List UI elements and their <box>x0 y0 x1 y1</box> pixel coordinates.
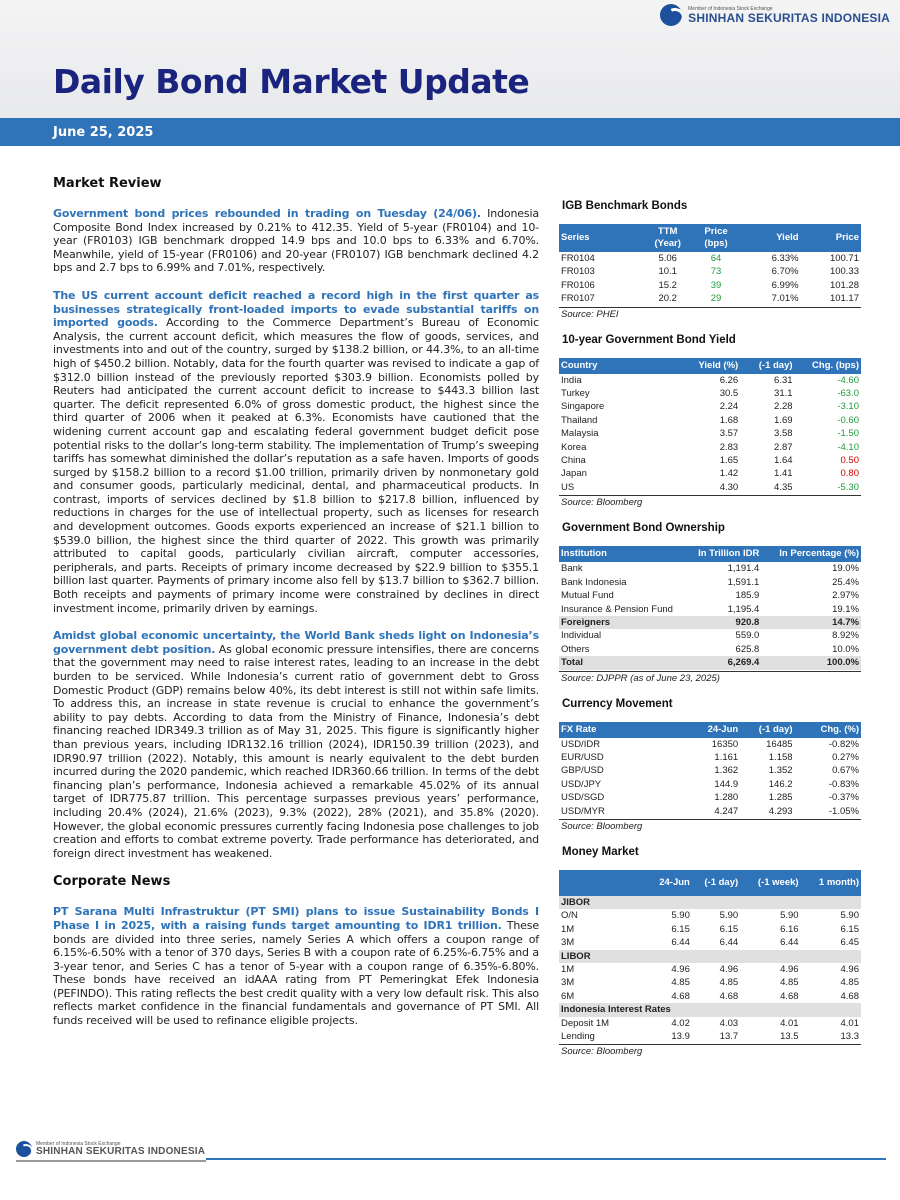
table-cell: 4.01 <box>840 1017 859 1029</box>
table-cell: 4.30 <box>719 481 739 493</box>
table-cell: Foreigners <box>559 616 680 629</box>
table-cell: 14.7% <box>761 616 861 629</box>
corporate-news-heading: Corporate News <box>53 874 171 890</box>
table-cell: 4.85 <box>719 977 739 989</box>
currency-table-title: Currency Movement <box>562 697 673 710</box>
corporate-news-paragraph <box>53 905 539 1027</box>
table-cell: 6.44 <box>671 937 690 949</box>
table-row <box>559 454 861 467</box>
logo-name: SHINHAN SEKURITAS INDONESIA <box>36 1145 206 1157</box>
table-cell: 4.247 <box>714 805 739 817</box>
table-cell: 64 <box>710 253 722 264</box>
table-source: Source: Bloomberg <box>559 495 861 508</box>
column-header: Country <box>561 359 598 371</box>
table-cell: 2.24 <box>719 401 739 413</box>
table-row <box>559 656 861 669</box>
shinhan-logo-icon <box>660 4 682 26</box>
table-cell: 4.96 <box>719 964 739 975</box>
table-cell: USD/MYR <box>561 805 605 817</box>
table-cell: 920.8 <box>680 616 762 629</box>
table-row <box>559 909 861 922</box>
table-cell: Total <box>559 656 680 669</box>
table-cell: -1.50 <box>837 428 859 440</box>
ownership-table <box>559 546 861 669</box>
table-cell: 6.45 <box>840 937 859 949</box>
table-cell: 1.158 <box>768 751 793 763</box>
table-cell: 100.0% <box>761 656 861 669</box>
table-row <box>559 252 861 265</box>
table-cell: 6.31 <box>774 374 793 386</box>
table-cell: FR0103 <box>561 266 595 278</box>
table-cell: Malaysia <box>561 428 599 440</box>
table-cell: 8.92% <box>832 630 859 642</box>
table-cell: 4.35 <box>774 481 793 493</box>
table-cell: 6.33% <box>771 253 799 264</box>
paragraph-body: As global economic pressure intensifies, there are concerns that the government may need to raise interest rates, leading to an increase in the debt burden to be serviced. While Indonesia’s current ratio of government debt to Gross Domestic Product (GDP) remains below 40%, its debt interest is still not within safe limits. To address this, an increase in state revenue is crucial to enhance the government’s ability to pay debts. According to data from the Ministry of Finance, Indonesia’s debt financing reached IDR349.3 trillion as of May 31, 2025. This figure is significantly higher than previous years, including IDR132.16 trillion (2024), IDR150.39 trillion (2023), and IDR90.97 trillion (2022). Notably, this amount is nearly equivalent to the debt burden incurred during the 2020 pandemic, which reached IDR360.66 trillion. In terms of the debt financing plan’s performance, Indonesia achieved a remarkable 45.02% of its annual target of IDR775.87 trillion. This percentage surpasses previous years’ performance, including 20.4% (2024), 21.6% (2023), 9.3% (2022), 28% (2021), and 35.8% (2020). However, the global economic pressures currently facing Indonesia pose challenges to job creation and efforts to combat extreme poverty. Trade performance has deteriorated, and foreign direct investment has weakened. <box>53 642 539 860</box>
table-row <box>559 805 861 818</box>
table-cell: 146.2 <box>768 778 793 790</box>
table-cell: 4.85 <box>671 977 690 989</box>
table-cell: 1.41 <box>774 468 793 480</box>
table-cell: 1M <box>561 964 575 975</box>
table-cell: 31.1 <box>774 388 793 400</box>
table-row <box>559 576 861 589</box>
table-cell: Others <box>561 643 590 655</box>
paragraph-lead: Amidst global economic uncertainty, the World Bank sheds light on Indonesia’s government debt position. <box>53 629 539 656</box>
paragraph-lead: The US current account deficit reached a record high in the first quarter as businesses strategically front-loaded imports to evade substantial tariffs on imported goods. <box>53 288 539 330</box>
table-cell: 185.9 <box>735 590 760 602</box>
table-cell: 625.8 <box>735 643 760 655</box>
logo-name: SHINHAN SEKURITAS INDONESIA <box>688 10 890 25</box>
table-row <box>559 616 861 629</box>
group-label: Indonesia Interest Rates <box>559 1003 861 1016</box>
column-header: Price (bps) <box>704 226 728 249</box>
column-header <box>559 870 644 896</box>
money-market-block <box>559 846 861 1057</box>
table-cell: 4.96 <box>840 964 859 975</box>
table-cell: 3M <box>561 937 575 949</box>
table-cell: 6.70% <box>771 266 799 278</box>
table-cell: 6.99% <box>771 279 799 291</box>
date-bar <box>0 118 900 146</box>
table-cell: 2.87 <box>774 441 793 453</box>
column-header: Series <box>561 232 590 243</box>
column-header: Yield (%) <box>698 359 739 371</box>
table-cell: 1,591.1 <box>727 576 760 588</box>
table-cell: 2.97% <box>832 590 859 602</box>
table-cell: 4.02 <box>671 1017 690 1029</box>
table-cell: 1.65 <box>719 455 739 467</box>
table-cell: 25.4% <box>832 576 859 588</box>
table-cell: 6.15 <box>719 923 739 935</box>
table-cell: 4.293 <box>768 805 793 817</box>
table-cell: 1.161 <box>714 751 739 763</box>
table-cell: 1M <box>561 923 575 935</box>
currency-block <box>559 698 861 832</box>
table-row <box>559 764 861 777</box>
table-cell: 4.68 <box>840 990 859 1002</box>
table-row <box>559 751 861 764</box>
table-cell: 10.1 <box>658 266 677 278</box>
table-cell: 4.03 <box>719 1017 739 1029</box>
table-row <box>559 441 861 454</box>
table-row <box>559 414 861 427</box>
table-cell: 2.28 <box>774 401 793 413</box>
table-cell: 101.17 <box>829 293 859 305</box>
column-header: (-1 day) <box>758 723 793 735</box>
money-table-title: Money Market <box>562 845 639 858</box>
table-cell: -0.37% <box>828 792 859 804</box>
table-cell: 5.90 <box>780 910 799 922</box>
column-header: FX Rate <box>561 723 597 735</box>
table-cell: 0.80 <box>840 468 859 480</box>
paragraph-lead: PT Sarana Multi Infrastruktur (PT SMI) plans to issue Sustainability Bonds I Phase I in 2025, with a raising funds target amounting to IDR1 trillion. <box>53 905 539 932</box>
table-cell: 39 <box>710 279 722 291</box>
table-cell: 6,269.4 <box>680 656 762 669</box>
table-row <box>559 265 861 278</box>
table-cell: Deposit 1M <box>561 1017 610 1029</box>
logo-tagline: Member of Indonesia Stock Exchange <box>36 1140 121 1147</box>
paragraph-body: According to the Commerce Department’s Bureau of Economic Analysis, the current account deficit, which measures the flow of goods, services, and investments into and out of the country, surged by $138.2 billion, or 44.3%, to an all-time high of $450.2 billion. Notably, data for the fourth quarter was revised to indicate a gap of $312.0 billion instead of the previously reported $303.9 billion. Economists polled by Reuters had anticipated the current account deficit to increase to $443.3 billion last quarter. The deficit represented 6.0% of gross domestic product, the highest since the third quarter of 2006 when it peaked at 6.3%. Economists have cautioned that the widening current account gap and escalating federal government budget deficit pose potential risks to the dollar’s long-term stability. The implementation of Trump’s sweeping tariffs has somewhat diminished the dollar’s reputation as a safe haven. Imports of goods surged by $158.2 billion to a record $1.00 trillion, primarily driven by nonmonetary gold and consumer goods, particularly medicinal, dental, and pharmaceutical products. In contrast, imports of services declined by $1.8 billion to $217.8 billion, influenced by reductions in charges for the use of intellectual property, such as licenses for research and development outcomes. Goods exports experienced an increase of $21.1 billion to $539.0 billion, the highest since the third quarter of 2022. This growth was primarily attributed to capital goods, particularly civilian aircraft, computer accessories, peripherals, and parts. Receipts of primary income decreased by $22.9 billion to $355.1 billion last quarter. Payments of primary income also fell by $13.7 billion to $362.7 billion. Both receipts and payments of primary income were constrained by declines in direct investment income, primarily driven by earnings. <box>53 316 539 615</box>
table-cell: 30.5 <box>719 388 739 400</box>
table-cell: US <box>561 481 575 493</box>
table-cell: -63.0 <box>837 388 859 400</box>
table-cell: 1.285 <box>768 792 793 804</box>
table-cell: 4.68 <box>671 990 690 1002</box>
market-review-paragraph-2 <box>53 289 539 615</box>
column-header: (-1 week) <box>757 876 799 888</box>
table-cell: 19.1% <box>832 603 859 615</box>
page-title: Daily Bond Market Update <box>53 62 530 101</box>
table-cell: 4.01 <box>780 1017 799 1029</box>
table-group-row <box>559 1003 861 1016</box>
paragraph-body: Indonesia Composite Bond Index increased by 0.21% to 412.35. Yield of 5-year (FR0104) and 10-year (FR0103) IGB benchmark dropped 14.9 bps and 10.0 bps to 6.33% and 6.70%. Meanwhile, yield of 15-year (FR0106) and 20-year (FR0107) IGB benchmark declined 4.2 bps and 2.7 bps to 6.99% and 7.01%, respectively. <box>53 207 539 275</box>
table-cell: Thailand <box>561 414 598 426</box>
footer-divider <box>16 1160 206 1162</box>
table-cell: 0.67% <box>832 765 859 777</box>
table-cell: 3.57 <box>719 428 739 440</box>
table-row <box>559 791 861 804</box>
table-cell: 4.85 <box>840 977 859 989</box>
table-row <box>559 279 861 292</box>
table-group-row <box>559 950 861 963</box>
table-cell: 5.06 <box>658 253 677 264</box>
column-header: TTM (Year) <box>654 226 681 249</box>
column-header: (-1 day) <box>704 876 739 888</box>
table-cell: -4.60 <box>837 374 859 386</box>
table-cell: 0.27% <box>832 751 859 763</box>
market-review-heading: Market Review <box>53 176 162 191</box>
column-header: Yield <box>776 232 799 243</box>
table-cell: 4.85 <box>780 977 799 989</box>
table-cell: 5.90 <box>840 910 859 922</box>
table-cell: 100.33 <box>829 266 859 278</box>
table-cell: 6.16 <box>780 923 799 935</box>
column-header: Price <box>835 232 859 243</box>
table-cell: GBP/USD <box>561 765 604 777</box>
table-cell: 101.28 <box>829 279 859 291</box>
table-cell: 144.9 <box>714 778 739 790</box>
table-cell: -1.05% <box>828 805 859 817</box>
market-review-paragraph-1 <box>53 207 539 275</box>
ownership-block <box>559 522 861 683</box>
table-cell: 4.96 <box>671 964 690 975</box>
table-cell: 13.7 <box>719 1031 739 1043</box>
table-cell: -0.60 <box>837 414 859 426</box>
table-row <box>559 387 861 400</box>
table-row <box>559 467 861 480</box>
table-row <box>559 427 861 440</box>
table-cell: 6.44 <box>780 937 799 949</box>
table-cell: 16350 <box>711 738 739 750</box>
table-cell: 5.90 <box>671 910 690 922</box>
table-row <box>559 643 861 656</box>
table-row <box>559 292 861 305</box>
table-cell: 1.362 <box>714 765 739 777</box>
market-review-paragraph-3 <box>53 629 539 860</box>
table-row <box>559 778 861 791</box>
column-header: 24-Jun <box>659 876 690 888</box>
column-header: 24-Jun <box>707 723 739 735</box>
table-cell: 6.26 <box>719 374 739 386</box>
table-cell: 6.15 <box>840 923 859 935</box>
table-row <box>559 481 861 494</box>
igb-benchmark-table <box>559 224 861 306</box>
table-cell: 73 <box>710 266 722 278</box>
table-cell: Bank <box>561 563 583 575</box>
table-cell: 1.69 <box>774 414 793 426</box>
footer-divider <box>206 1158 886 1160</box>
yield10-block <box>559 334 861 509</box>
table-cell: -0.82% <box>828 738 859 750</box>
table-cell: 0.50 <box>840 455 859 467</box>
table-cell: Lending <box>561 1031 595 1043</box>
table-cell: -5.30 <box>837 481 859 493</box>
group-label: LIBOR <box>559 950 861 963</box>
table-source: Source: DJPPR (as of June 23, 2025) <box>559 671 861 684</box>
brand-logo <box>660 4 890 26</box>
igb-benchmark-block <box>559 200 861 320</box>
table-row <box>559 963 861 976</box>
table-row <box>559 374 861 387</box>
table-cell: 5.90 <box>719 910 739 922</box>
table-cell: 1,191.4 <box>727 563 760 575</box>
money-market-table <box>559 870 861 1043</box>
table-cell: 15.2 <box>658 279 677 291</box>
footer-logo <box>16 1141 205 1157</box>
yield10-table-title: 10-year Government Bond Yield <box>562 333 736 346</box>
table-cell: Singapore <box>561 401 605 413</box>
yield10-table <box>559 358 861 495</box>
shinhan-logo-icon <box>16 1141 32 1157</box>
igb-table-title: IGB Benchmark Bonds <box>562 200 688 212</box>
table-row <box>559 1017 861 1030</box>
table-row <box>559 562 861 575</box>
ownership-table-title: Government Bond Ownership <box>562 522 725 535</box>
table-cell: 13.5 <box>780 1031 799 1043</box>
table-cell: -4.10 <box>837 441 859 453</box>
table-cell: Turkey <box>561 388 590 400</box>
table-cell: FR0104 <box>561 253 595 264</box>
table-cell: USD/SGD <box>561 792 605 804</box>
table-row <box>559 936 861 949</box>
left-column <box>53 176 539 1042</box>
table-cell: Insurance & Pension Fund <box>561 603 673 615</box>
table-cell: 4.68 <box>719 990 739 1002</box>
table-cell: 6M <box>561 990 575 1002</box>
table-source: Source: Bloomberg <box>559 819 861 832</box>
table-cell: 1,195.4 <box>727 603 760 615</box>
table-row <box>559 603 861 616</box>
table-cell: 559.0 <box>735 630 760 642</box>
table-cell: USD/JPY <box>561 778 602 790</box>
table-cell: 7.01% <box>771 293 799 305</box>
table-cell: 16485 <box>766 738 793 750</box>
table-row <box>559 400 861 413</box>
table-cell: FR0106 <box>561 279 595 291</box>
table-cell: 1.64 <box>774 455 793 467</box>
table-row <box>559 738 861 751</box>
table-cell: 3M <box>561 977 575 989</box>
table-cell: 3.58 <box>774 428 793 440</box>
table-cell: 13.3 <box>840 1031 859 1043</box>
table-cell: 1.42 <box>719 468 739 480</box>
table-cell: 29 <box>710 293 722 305</box>
table-cell: 2.83 <box>719 441 739 453</box>
table-group-row <box>559 896 861 909</box>
right-column <box>559 200 861 1071</box>
logo-tagline: Member of Indonesia Stock Exchange <box>688 5 773 12</box>
table-row <box>559 1030 861 1043</box>
table-cell: EUR/USD <box>561 751 604 763</box>
table-row <box>559 990 861 1003</box>
report-date: June 25, 2025 <box>53 125 154 140</box>
column-header: Chg. (%) <box>820 723 859 735</box>
group-label: JIBOR <box>559 896 861 909</box>
column-header: (-1 day) <box>758 359 793 371</box>
paragraph-lead: Government bond prices rebounded in trading on Tuesday (24/06). <box>53 207 481 220</box>
table-source: Source: Bloomberg <box>559 1044 861 1057</box>
table-cell: China <box>561 455 586 467</box>
table-cell: 20.2 <box>658 293 677 305</box>
table-cell: 10.0% <box>832 643 859 655</box>
table-row <box>559 923 861 936</box>
column-header: In Percentage (%) <box>779 548 859 560</box>
column-header: Chg. (bps) <box>812 359 859 371</box>
table-cell: FR0107 <box>561 293 595 305</box>
table-cell: Korea <box>561 441 587 453</box>
table-cell: 19.0% <box>832 563 859 575</box>
table-cell: Mutual Fund <box>561 590 614 602</box>
table-cell: 13.9 <box>671 1031 690 1043</box>
table-row <box>559 976 861 989</box>
table-cell: 4.68 <box>780 990 799 1002</box>
paragraph-body: These bonds are divided into three series, namely Series A which offers a coupon range of 6.15%-6.50% with a tenor of 370 days, Series B with a coupon rate of 6.25%-6.75% and a 3-year tenor, and Series C has a tenor of 5-year with a coupon range of 6.35%-6.80%. These bonds have received an idAAA rating from PT Pemeringkat Efek Indonesia (PEFINDO). This rating reflects the best credit quality with a very low default risk. This also reflects market confidence in the financial fundamentals and governance of PT SMI. All funds received will be used to refinance eligible projects. <box>53 918 539 1028</box>
table-row <box>559 629 861 642</box>
column-header: In Trillion IDR <box>698 548 760 560</box>
currency-table <box>559 722 861 818</box>
table-cell: 1.68 <box>719 414 739 426</box>
column-header: Institution <box>561 548 607 560</box>
table-source: Source: PHEI <box>559 307 861 320</box>
table-cell: USD/IDR <box>561 738 601 750</box>
table-cell: -3.10 <box>837 401 859 413</box>
table-cell: 4.96 <box>780 964 799 975</box>
table-cell: Bank Indonesia <box>561 576 627 588</box>
table-cell: O/N <box>561 910 578 922</box>
column-header: 1 month) <box>818 876 859 888</box>
table-cell: India <box>561 374 582 386</box>
table-cell: Japan <box>561 468 587 480</box>
table-cell: Individual <box>561 630 602 642</box>
table-row <box>559 589 861 602</box>
table-cell: 6.15 <box>671 923 690 935</box>
table-cell: 100.71 <box>829 253 859 264</box>
table-cell: 6.44 <box>719 937 739 949</box>
table-cell: 1.352 <box>768 765 793 777</box>
table-cell: 1.280 <box>714 792 739 804</box>
table-cell: -0.83% <box>828 778 859 790</box>
